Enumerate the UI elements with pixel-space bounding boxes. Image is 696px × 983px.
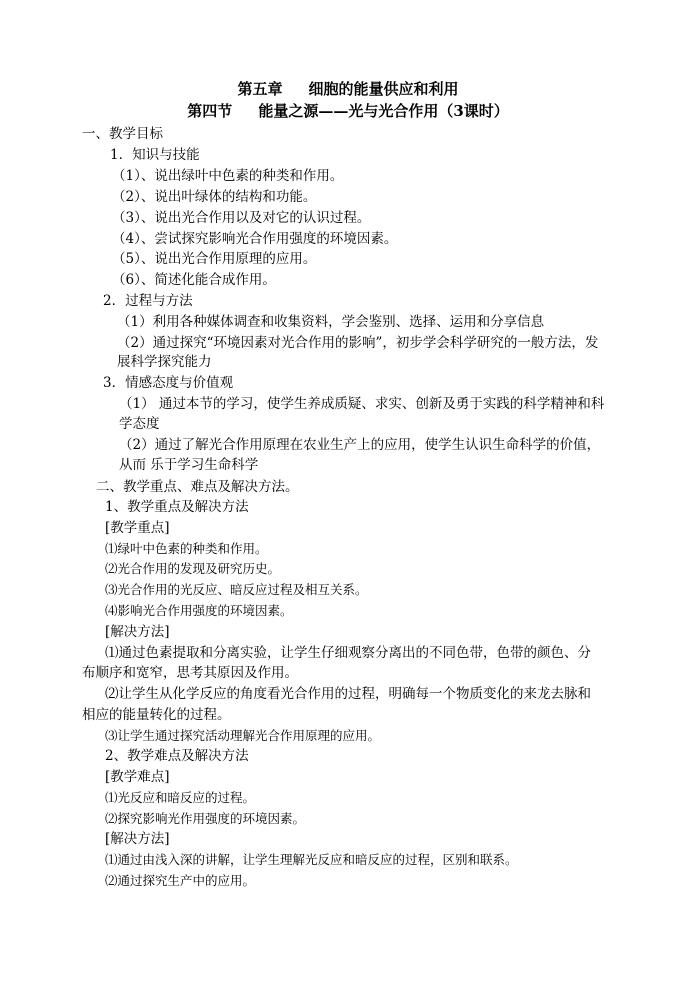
section-title: 第四节 能量之源——光与光合作用（3课时）: [187, 102, 509, 120]
list-item: （1）利用各种媒体调查和收集资料，学会鉴别、选择、运用和分享信息: [117, 314, 545, 330]
heading-key-points: 二、教学重点、难点及解决方法。: [96, 479, 299, 495]
list-item: ⑶光合作用的光反应、暗反应过程及相互关系。: [105, 582, 368, 597]
list-item: ⑴通过由浅入深的讲解，让学生理解光反应和暗反应的过程，区别和联系。: [105, 852, 518, 867]
heading-teaching-goals: 一、教学目标: [82, 126, 163, 142]
label-solutions: [解决方法]: [105, 831, 170, 847]
label-key-points: [教学重点]: [105, 520, 170, 536]
chapter-title: 第五章 细胞的能量供应和利用: [237, 80, 459, 98]
list-item: ⑴通过色素提取和分离实验，让学生仔细观察分离出的不同色带，色带的颜色、分: [105, 645, 591, 661]
subheading-difficult-points-solutions: 2、教学难点及解决方法: [105, 748, 249, 764]
list-item: （6）、简述化能合成作用。: [112, 272, 276, 288]
label-solutions: [解决方法]: [105, 624, 170, 640]
label-difficult-points: [教学难点]: [105, 769, 170, 785]
list-item: （1）、说出绿叶中色素的种类和作用。: [112, 168, 344, 184]
list-item: ⑵让学生从化学反应的角度看光合作用的过程，明确每一个物质变化的来龙去脉和: [105, 686, 591, 702]
subheading-knowledge-skills: 1．知识与技能: [110, 147, 200, 163]
subheading-emotion-values: 3．情感态度与价值观: [103, 375, 234, 391]
list-item: （2）通过了解光合作用原理在农业生产上的应用，使学生认识生命科学的价值，: [119, 437, 601, 453]
list-item-continued: 展科学探究能力: [117, 354, 212, 370]
list-item: ⑵光合作用的发现及研究历史。: [105, 561, 281, 576]
list-item: ⑶让学生通过探究活动理解光合作用原理的应用。: [105, 728, 381, 743]
list-item: （2）通过探究“环境因素对光合作用的影响”，初步学会科学研究的一般方法，发: [117, 335, 599, 351]
list-item: ⑵探究影响光作用强度的环境因素。: [105, 811, 306, 826]
list-item-continued: 从而 乐于学习生命科学: [119, 457, 259, 473]
subheading-key-points-solutions: 1、教学重点及解决方法: [105, 499, 249, 515]
list-item-continued: 布顺序和宽窄，思考其原因及作用。: [82, 665, 298, 681]
list-item: ⑵通过探究生产中的应用。: [105, 873, 256, 888]
list-item-continued: 学态度: [119, 416, 160, 432]
list-item: （5）、说出光合作用原理的应用。: [112, 251, 317, 267]
list-item: （1） 通过本节的学习，使学生养成质疑、求实、创新及勇于实践的科学精神和科: [119, 396, 605, 412]
list-item: （2）、说出叶绿体的结构和功能。: [112, 189, 317, 205]
list-item: （4）、尝试探究影响光合作用强度的环境因素。: [112, 231, 398, 247]
list-item: ⑴绿叶中色素的种类和作用。: [105, 541, 268, 556]
list-item: （3）、说出光合作用以及对它的认识过程。: [112, 210, 371, 226]
list-item: ⑴光反应和暗反应的过程。: [105, 790, 256, 805]
subheading-process-method: 2．过程与方法: [103, 293, 193, 309]
list-item-continued: 相应的能量转化的过程。: [82, 707, 231, 723]
list-item: ⑷影响光合作用强度的环境因素。: [105, 603, 293, 618]
